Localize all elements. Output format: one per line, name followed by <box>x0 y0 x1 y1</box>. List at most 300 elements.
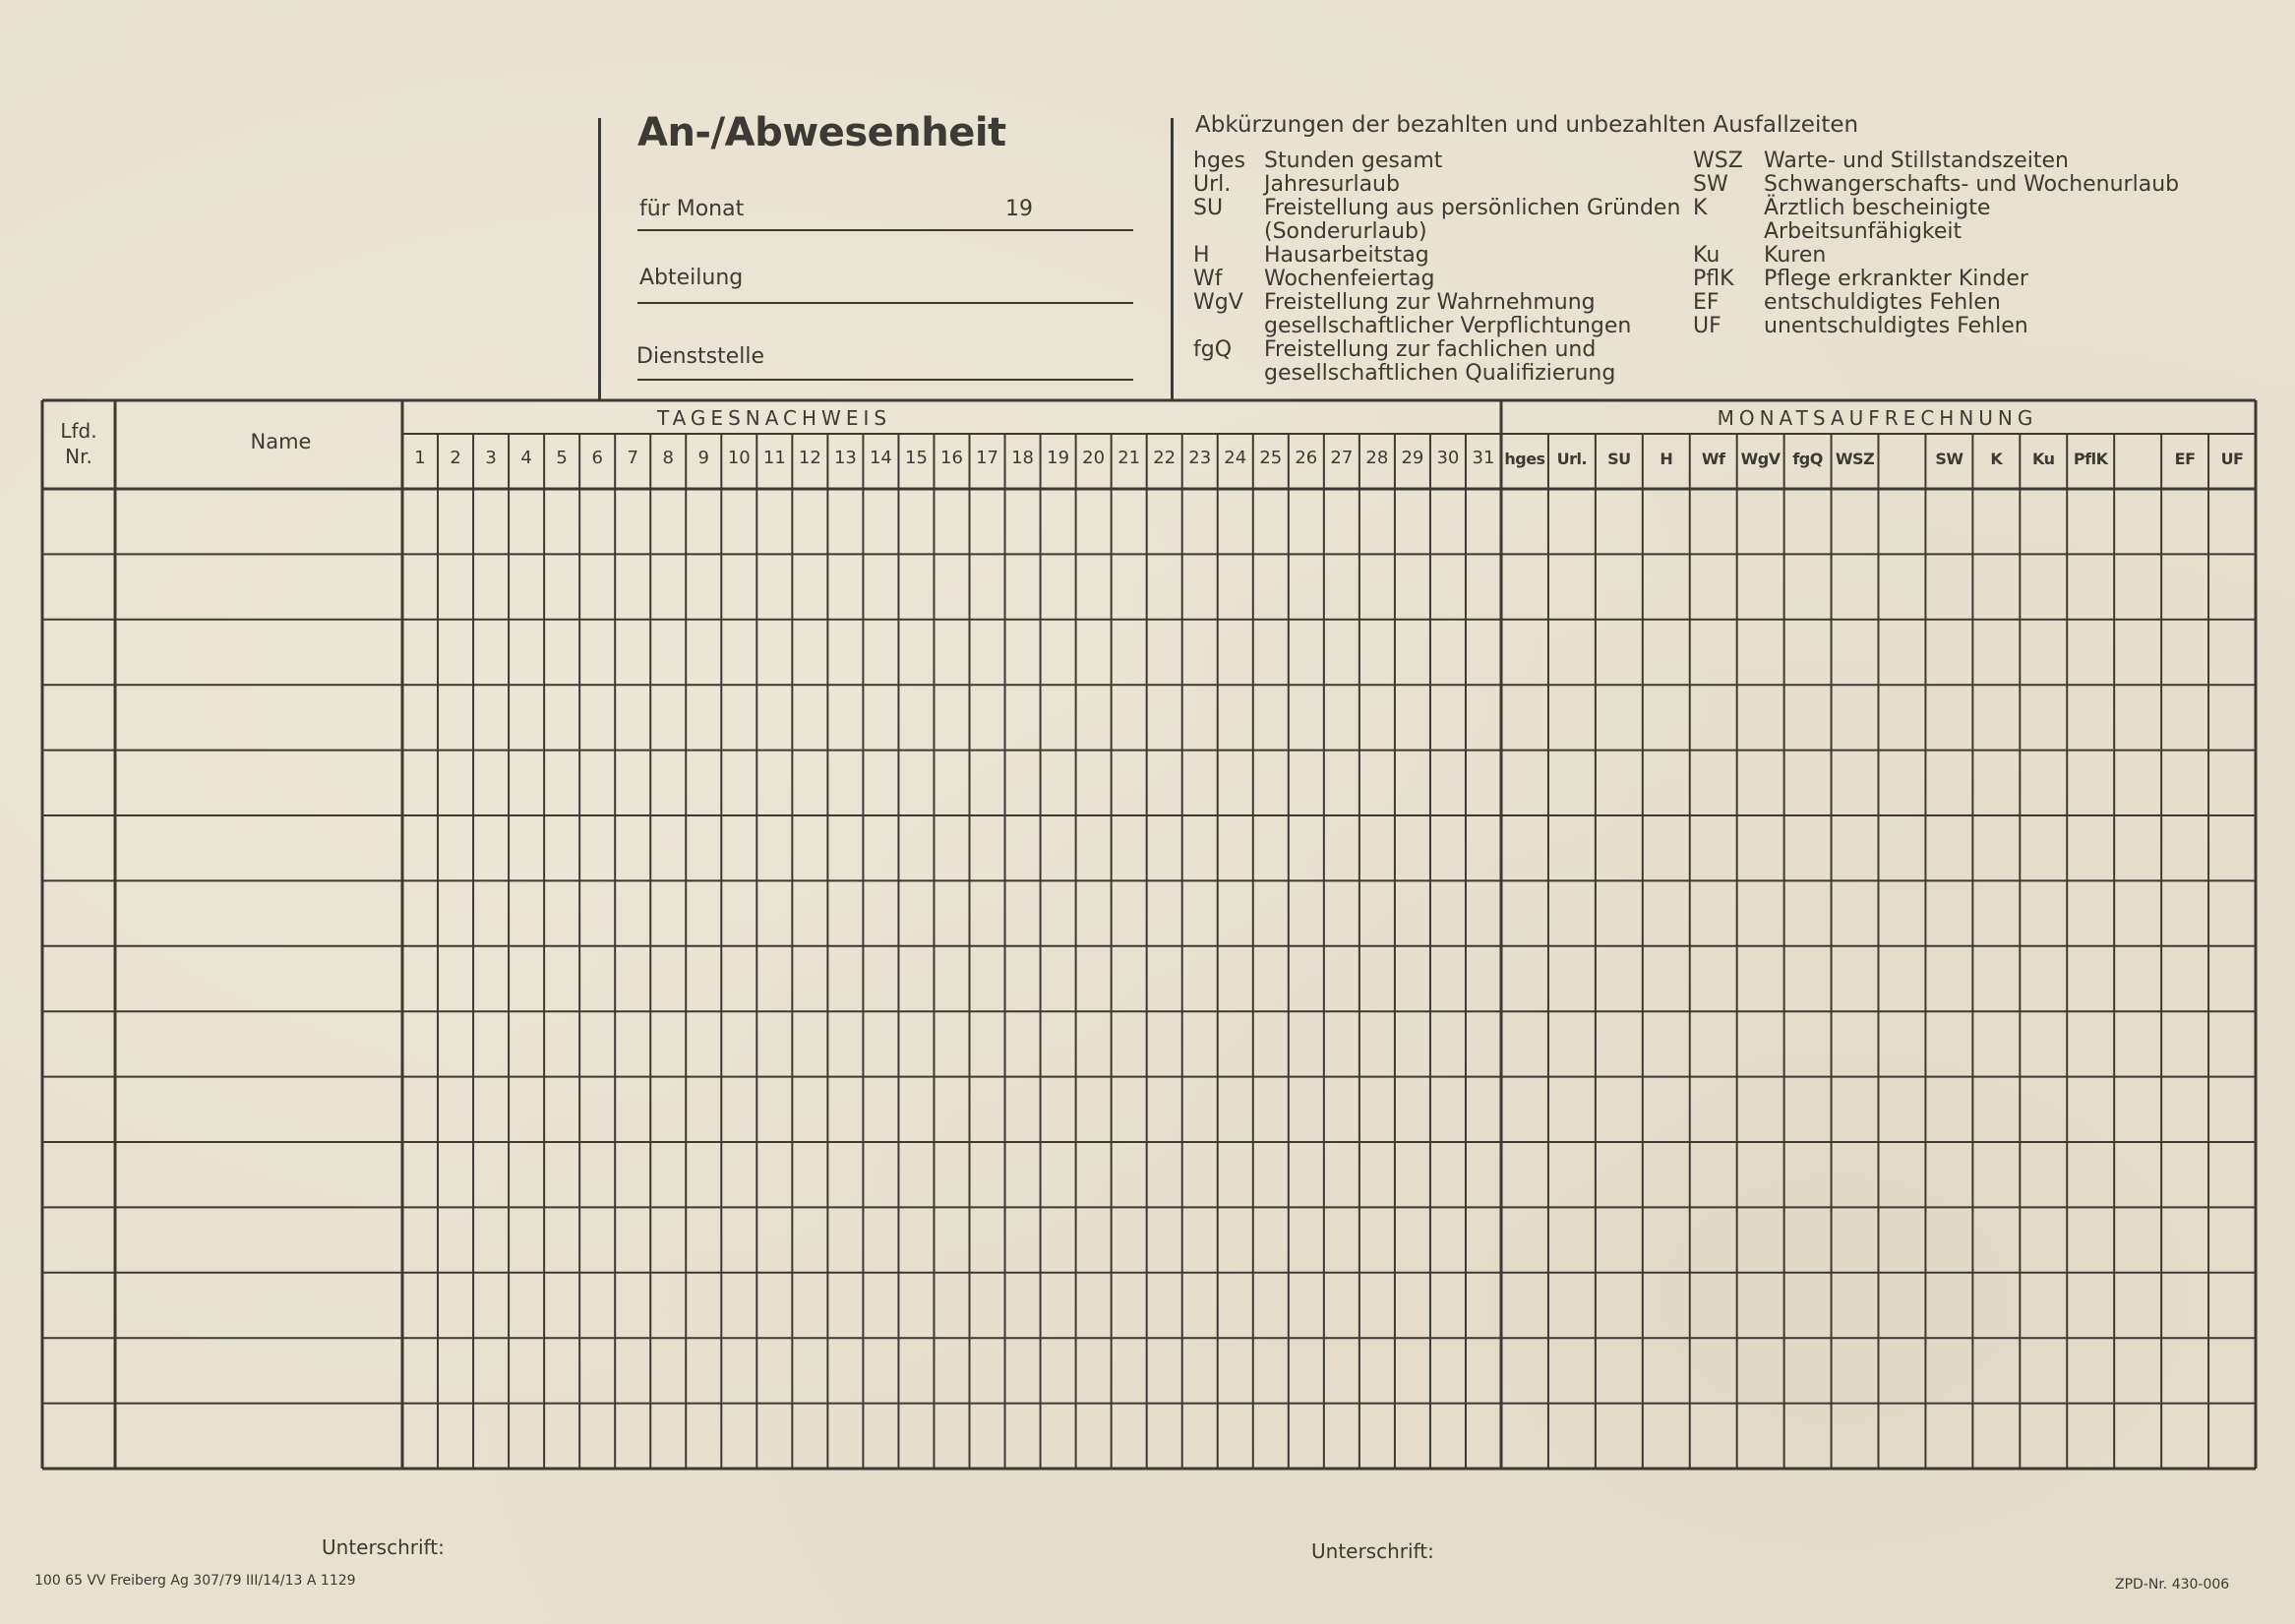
monthly-cell[interactable] <box>2020 880 2067 945</box>
day-cell[interactable] <box>1076 1273 1112 1338</box>
day-cell[interactable] <box>1253 489 1289 554</box>
day-cell[interactable] <box>579 1142 615 1207</box>
day-cell[interactable] <box>721 946 756 1011</box>
day-cell[interactable] <box>1005 1273 1041 1338</box>
day-cell[interactable] <box>863 815 898 880</box>
day-cell[interactable] <box>438 1338 473 1403</box>
monthly-cell[interactable] <box>1596 620 1643 685</box>
monthly-cell[interactable] <box>1879 685 1926 750</box>
day-cell[interactable] <box>402 1207 438 1272</box>
day-cell[interactable] <box>579 1207 615 1272</box>
monthly-cell[interactable] <box>1548 946 1596 1011</box>
name-cell[interactable] <box>115 554 402 619</box>
day-cell[interactable] <box>686 1338 721 1403</box>
department-field-line[interactable] <box>637 302 1133 304</box>
day-cell[interactable] <box>402 946 438 1011</box>
day-cell[interactable] <box>863 1207 898 1272</box>
monthly-cell[interactable] <box>1972 1338 2020 1403</box>
day-cell[interactable] <box>1324 620 1359 685</box>
day-cell[interactable] <box>473 554 509 619</box>
day-cell[interactable] <box>1395 1011 1430 1076</box>
day-cell[interactable] <box>1076 946 1112 1011</box>
day-cell[interactable] <box>1466 946 1501 1011</box>
day-cell[interactable] <box>1005 620 1041 685</box>
monthly-cell[interactable] <box>1501 1273 1548 1338</box>
day-cell[interactable] <box>686 1207 721 1272</box>
day-cell[interactable] <box>1218 880 1253 945</box>
day-cell[interactable] <box>756 880 792 945</box>
monthly-cell[interactable] <box>1925 815 1972 880</box>
lfd-nr-cell[interactable] <box>42 880 115 945</box>
monthly-cell[interactable] <box>1548 685 1596 750</box>
monthly-cell[interactable] <box>1879 554 1926 619</box>
day-cell[interactable] <box>756 1207 792 1272</box>
day-cell[interactable] <box>1430 554 1466 619</box>
day-cell[interactable] <box>1253 946 1289 1011</box>
day-cell[interactable] <box>615 1404 650 1469</box>
day-cell[interactable] <box>1147 620 1182 685</box>
day-cell[interactable] <box>792 1142 827 1207</box>
day-cell[interactable] <box>1112 1207 1147 1272</box>
day-cell[interactable] <box>402 620 438 685</box>
day-cell[interactable] <box>1395 1338 1430 1403</box>
day-cell[interactable] <box>1218 554 1253 619</box>
monthly-cell[interactable] <box>1784 1077 1832 1142</box>
day-cell[interactable] <box>1395 1273 1430 1338</box>
day-cell[interactable] <box>1253 815 1289 880</box>
monthly-cell[interactable] <box>2114 1273 2161 1338</box>
day-cell[interactable] <box>579 946 615 1011</box>
day-cell[interactable] <box>1076 1338 1112 1403</box>
day-cell[interactable] <box>721 685 756 750</box>
name-cell[interactable] <box>115 1142 402 1207</box>
monthly-cell[interactable] <box>1501 1011 1548 1076</box>
day-cell[interactable] <box>970 620 1005 685</box>
monthly-cell[interactable] <box>2020 1273 2067 1338</box>
day-cell[interactable] <box>1466 815 1501 880</box>
monthly-cell[interactable] <box>1501 1338 1548 1403</box>
day-cell[interactable] <box>473 1077 509 1142</box>
day-cell[interactable] <box>863 685 898 750</box>
day-cell[interactable] <box>898 1011 934 1076</box>
monthly-cell[interactable] <box>2208 1207 2256 1272</box>
day-cell[interactable] <box>1076 815 1112 880</box>
day-cell[interactable] <box>1041 815 1076 880</box>
day-cell[interactable] <box>1289 620 1324 685</box>
day-cell[interactable] <box>970 489 1005 554</box>
day-cell[interactable] <box>1324 1011 1359 1076</box>
lfd-nr-cell[interactable] <box>42 1077 115 1142</box>
monthly-cell[interactable] <box>1548 1273 1596 1338</box>
day-cell[interactable] <box>1182 685 1218 750</box>
day-cell[interactable] <box>1218 489 1253 554</box>
day-cell[interactable] <box>970 1207 1005 1272</box>
day-cell[interactable] <box>438 880 473 945</box>
day-cell[interactable] <box>1218 1273 1253 1338</box>
day-cell[interactable] <box>1147 1142 1182 1207</box>
day-cell[interactable] <box>1395 1207 1430 1272</box>
monthly-cell[interactable] <box>1548 815 1596 880</box>
day-cell[interactable] <box>650 489 686 554</box>
day-cell[interactable] <box>898 751 934 815</box>
day-cell[interactable] <box>1253 751 1289 815</box>
day-cell[interactable] <box>438 489 473 554</box>
day-cell[interactable] <box>509 1338 544 1403</box>
name-cell[interactable] <box>115 1077 402 1142</box>
day-cell[interactable] <box>898 815 934 880</box>
day-cell[interactable] <box>898 1273 934 1338</box>
monthly-cell[interactable] <box>2161 1404 2208 1469</box>
day-cell[interactable] <box>1182 489 1218 554</box>
monthly-cell[interactable] <box>1925 1207 1972 1272</box>
day-cell[interactable] <box>650 1273 686 1338</box>
monthly-cell[interactable] <box>1643 1404 1690 1469</box>
name-cell[interactable] <box>115 620 402 685</box>
monthly-cell[interactable] <box>1737 1207 1784 1272</box>
day-cell[interactable] <box>1430 1338 1466 1403</box>
monthly-cell[interactable] <box>2208 946 2256 1011</box>
monthly-cell[interactable] <box>1501 751 1548 815</box>
day-cell[interactable] <box>438 751 473 815</box>
monthly-cell[interactable] <box>1925 620 1972 685</box>
day-cell[interactable] <box>579 1011 615 1076</box>
monthly-cell[interactable] <box>2161 1142 2208 1207</box>
day-cell[interactable] <box>1359 880 1395 945</box>
day-cell[interactable] <box>898 1142 934 1207</box>
day-cell[interactable] <box>1289 489 1324 554</box>
day-cell[interactable] <box>792 1207 827 1272</box>
day-cell[interactable] <box>615 946 650 1011</box>
day-cell[interactable] <box>934 1207 969 1272</box>
monthly-cell[interactable] <box>1501 685 1548 750</box>
monthly-cell[interactable] <box>1596 751 1643 815</box>
day-cell[interactable] <box>792 620 827 685</box>
day-cell[interactable] <box>402 489 438 554</box>
lfd-nr-cell[interactable] <box>42 751 115 815</box>
day-cell[interactable] <box>970 1142 1005 1207</box>
monthly-cell[interactable] <box>2067 489 2114 554</box>
day-cell[interactable] <box>898 1207 934 1272</box>
monthly-cell[interactable] <box>1737 1338 1784 1403</box>
day-cell[interactable] <box>1112 1077 1147 1142</box>
day-cell[interactable] <box>1182 1273 1218 1338</box>
monthly-cell[interactable] <box>2208 1404 2256 1469</box>
monthly-cell[interactable] <box>1972 1404 2020 1469</box>
day-cell[interactable] <box>1005 880 1041 945</box>
day-cell[interactable] <box>509 1011 544 1076</box>
monthly-cell[interactable] <box>1832 620 1879 685</box>
day-cell[interactable] <box>970 1404 1005 1469</box>
day-cell[interactable] <box>1182 554 1218 619</box>
day-cell[interactable] <box>1289 1273 1324 1338</box>
day-cell[interactable] <box>898 685 934 750</box>
day-cell[interactable] <box>579 620 615 685</box>
monthly-cell[interactable] <box>1879 815 1926 880</box>
day-cell[interactable] <box>579 685 615 750</box>
day-cell[interactable] <box>863 1273 898 1338</box>
day-cell[interactable] <box>1253 880 1289 945</box>
monthly-cell[interactable] <box>1548 1404 1596 1469</box>
monthly-cell[interactable] <box>2067 554 2114 619</box>
day-cell[interactable] <box>544 1273 579 1338</box>
monthly-cell[interactable] <box>2161 1338 2208 1403</box>
day-cell[interactable] <box>792 1273 827 1338</box>
monthly-cell[interactable] <box>2114 620 2161 685</box>
day-cell[interactable] <box>1218 1404 1253 1469</box>
day-cell[interactable] <box>1041 751 1076 815</box>
day-cell[interactable] <box>1430 1142 1466 1207</box>
monthly-cell[interactable] <box>1643 554 1690 619</box>
day-cell[interactable] <box>898 554 934 619</box>
day-cell[interactable] <box>1466 685 1501 750</box>
monthly-cell[interactable] <box>1784 1404 1832 1469</box>
day-cell[interactable] <box>970 685 1005 750</box>
monthly-cell[interactable] <box>1925 1273 1972 1338</box>
day-cell[interactable] <box>650 685 686 750</box>
day-cell[interactable] <box>615 751 650 815</box>
monthly-cell[interactable] <box>2161 685 2208 750</box>
day-cell[interactable] <box>1005 1142 1041 1207</box>
day-cell[interactable] <box>970 946 1005 1011</box>
day-cell[interactable] <box>1359 489 1395 554</box>
day-cell[interactable] <box>1112 880 1147 945</box>
day-cell[interactable] <box>1253 1077 1289 1142</box>
monthly-cell[interactable] <box>1879 1077 1926 1142</box>
day-cell[interactable] <box>615 880 650 945</box>
day-cell[interactable] <box>1218 1011 1253 1076</box>
day-cell[interactable] <box>1253 685 1289 750</box>
monthly-cell[interactable] <box>1925 554 1972 619</box>
day-cell[interactable] <box>721 620 756 685</box>
monthly-cell[interactable] <box>1972 489 2020 554</box>
monthly-cell[interactable] <box>1879 620 1926 685</box>
day-cell[interactable] <box>1324 1404 1359 1469</box>
day-cell[interactable] <box>1395 489 1430 554</box>
day-cell[interactable] <box>509 489 544 554</box>
day-cell[interactable] <box>827 1142 863 1207</box>
day-cell[interactable] <box>934 946 969 1011</box>
lfd-nr-cell[interactable] <box>42 685 115 750</box>
day-cell[interactable] <box>863 751 898 815</box>
monthly-cell[interactable] <box>1548 1142 1596 1207</box>
monthly-cell[interactable] <box>1596 1338 1643 1403</box>
day-cell[interactable] <box>970 1273 1005 1338</box>
day-cell[interactable] <box>438 620 473 685</box>
day-cell[interactable] <box>1218 685 1253 750</box>
day-cell[interactable] <box>1359 1273 1395 1338</box>
day-cell[interactable] <box>1466 1077 1501 1142</box>
name-cell[interactable] <box>115 685 402 750</box>
day-cell[interactable] <box>1076 1207 1112 1272</box>
day-cell[interactable] <box>579 815 615 880</box>
day-cell[interactable] <box>438 1142 473 1207</box>
monthly-cell[interactable] <box>2020 815 2067 880</box>
day-cell[interactable] <box>544 815 579 880</box>
day-cell[interactable] <box>686 751 721 815</box>
monthly-cell[interactable] <box>1596 1142 1643 1207</box>
day-cell[interactable] <box>1147 1338 1182 1403</box>
day-cell[interactable] <box>827 489 863 554</box>
monthly-cell[interactable] <box>2020 1404 2067 1469</box>
day-cell[interactable] <box>934 554 969 619</box>
monthly-cell[interactable] <box>2067 1404 2114 1469</box>
day-cell[interactable] <box>473 880 509 945</box>
day-cell[interactable] <box>827 880 863 945</box>
monthly-cell[interactable] <box>1596 1077 1643 1142</box>
monthly-cell[interactable] <box>1972 751 2020 815</box>
day-cell[interactable] <box>1005 1207 1041 1272</box>
monthly-cell[interactable] <box>1737 1011 1784 1076</box>
monthly-cell[interactable] <box>1501 489 1548 554</box>
day-cell[interactable] <box>650 1404 686 1469</box>
day-cell[interactable] <box>1430 1011 1466 1076</box>
day-cell[interactable] <box>1324 489 1359 554</box>
monthly-cell[interactable] <box>1737 1142 1784 1207</box>
day-cell[interactable] <box>438 1273 473 1338</box>
day-cell[interactable] <box>1324 1207 1359 1272</box>
day-cell[interactable] <box>473 815 509 880</box>
monthly-cell[interactable] <box>2114 1207 2161 1272</box>
day-cell[interactable] <box>402 815 438 880</box>
day-cell[interactable] <box>1041 1404 1076 1469</box>
day-cell[interactable] <box>1041 554 1076 619</box>
day-cell[interactable] <box>1076 880 1112 945</box>
monthly-cell[interactable] <box>2161 1207 2208 1272</box>
day-cell[interactable] <box>1395 1142 1430 1207</box>
monthly-cell[interactable] <box>1832 685 1879 750</box>
day-cell[interactable] <box>898 489 934 554</box>
monthly-cell[interactable] <box>1925 685 1972 750</box>
monthly-cell[interactable] <box>1737 489 1784 554</box>
day-cell[interactable] <box>1076 751 1112 815</box>
monthly-cell[interactable] <box>1501 1077 1548 1142</box>
monthly-cell[interactable] <box>2114 751 2161 815</box>
monthly-cell[interactable] <box>1596 685 1643 750</box>
day-cell[interactable] <box>1005 489 1041 554</box>
monthly-cell[interactable] <box>2067 1338 2114 1403</box>
name-cell[interactable] <box>115 489 402 554</box>
day-cell[interactable] <box>509 1273 544 1338</box>
day-cell[interactable] <box>1041 1142 1076 1207</box>
monthly-cell[interactable] <box>1596 1207 1643 1272</box>
day-cell[interactable] <box>686 1142 721 1207</box>
day-cell[interactable] <box>1253 554 1289 619</box>
day-cell[interactable] <box>1324 1273 1359 1338</box>
monthly-cell[interactable] <box>1643 1338 1690 1403</box>
day-cell[interactable] <box>934 1077 969 1142</box>
day-cell[interactable] <box>1182 620 1218 685</box>
monthly-cell[interactable] <box>1879 946 1926 1011</box>
day-cell[interactable] <box>650 880 686 945</box>
monthly-cell[interactable] <box>1690 1404 1737 1469</box>
day-cell[interactable] <box>1147 1404 1182 1469</box>
day-cell[interactable] <box>473 946 509 1011</box>
day-cell[interactable] <box>1466 554 1501 619</box>
day-cell[interactable] <box>721 554 756 619</box>
day-cell[interactable] <box>509 554 544 619</box>
day-cell[interactable] <box>686 554 721 619</box>
day-cell[interactable] <box>1395 620 1430 685</box>
day-cell[interactable] <box>1324 685 1359 750</box>
day-cell[interactable] <box>615 1011 650 1076</box>
monthly-cell[interactable] <box>2067 1011 2114 1076</box>
monthly-cell[interactable] <box>2114 1404 2161 1469</box>
day-cell[interactable] <box>970 880 1005 945</box>
day-cell[interactable] <box>544 685 579 750</box>
monthly-cell[interactable] <box>1879 1142 1926 1207</box>
day-cell[interactable] <box>686 1011 721 1076</box>
day-cell[interactable] <box>1218 620 1253 685</box>
monthly-cell[interactable] <box>1832 946 1879 1011</box>
monthly-cell[interactable] <box>1690 554 1737 619</box>
monthly-cell[interactable] <box>1596 880 1643 945</box>
day-cell[interactable] <box>544 1404 579 1469</box>
day-cell[interactable] <box>1359 685 1395 750</box>
day-cell[interactable] <box>1182 1404 1218 1469</box>
day-cell[interactable] <box>721 1142 756 1207</box>
day-cell[interactable] <box>1324 815 1359 880</box>
monthly-cell[interactable] <box>1596 554 1643 619</box>
day-cell[interactable] <box>1324 1338 1359 1403</box>
monthly-cell[interactable] <box>1643 1273 1690 1338</box>
monthly-cell[interactable] <box>2114 685 2161 750</box>
monthly-cell[interactable] <box>1832 489 1879 554</box>
monthly-cell[interactable] <box>1643 685 1690 750</box>
day-cell[interactable] <box>650 1142 686 1207</box>
monthly-cell[interactable] <box>2208 620 2256 685</box>
monthly-cell[interactable] <box>1925 751 1972 815</box>
day-cell[interactable] <box>1395 1404 1430 1469</box>
lfd-nr-cell[interactable] <box>42 1207 115 1272</box>
monthly-cell[interactable] <box>1972 620 2020 685</box>
day-cell[interactable] <box>1289 554 1324 619</box>
day-cell[interactable] <box>579 1338 615 1403</box>
day-cell[interactable] <box>721 751 756 815</box>
day-cell[interactable] <box>721 1011 756 1076</box>
day-cell[interactable] <box>1395 946 1430 1011</box>
monthly-cell[interactable] <box>1643 620 1690 685</box>
day-cell[interactable] <box>1112 815 1147 880</box>
day-cell[interactable] <box>1289 1142 1324 1207</box>
day-cell[interactable] <box>438 1011 473 1076</box>
monthly-cell[interactable] <box>1879 1011 1926 1076</box>
monthly-cell[interactable] <box>1548 880 1596 945</box>
day-cell[interactable] <box>686 946 721 1011</box>
day-cell[interactable] <box>792 1404 827 1469</box>
monthly-cell[interactable] <box>1690 751 1737 815</box>
day-cell[interactable] <box>756 1142 792 1207</box>
monthly-cell[interactable] <box>2114 1338 2161 1403</box>
day-cell[interactable] <box>1359 815 1395 880</box>
day-cell[interactable] <box>402 1011 438 1076</box>
day-cell[interactable] <box>650 946 686 1011</box>
monthly-cell[interactable] <box>2114 1011 2161 1076</box>
day-cell[interactable] <box>1253 1142 1289 1207</box>
day-cell[interactable] <box>1466 1011 1501 1076</box>
day-cell[interactable] <box>1182 1011 1218 1076</box>
day-cell[interactable] <box>1041 489 1076 554</box>
day-cell[interactable] <box>756 554 792 619</box>
monthly-cell[interactable] <box>1832 1207 1879 1272</box>
day-cell[interactable] <box>721 1273 756 1338</box>
day-cell[interactable] <box>1466 880 1501 945</box>
day-cell[interactable] <box>1112 1404 1147 1469</box>
day-cell[interactable] <box>898 1404 934 1469</box>
name-cell[interactable] <box>115 751 402 815</box>
monthly-cell[interactable] <box>1925 489 1972 554</box>
day-cell[interactable] <box>898 946 934 1011</box>
day-cell[interactable] <box>1218 1077 1253 1142</box>
